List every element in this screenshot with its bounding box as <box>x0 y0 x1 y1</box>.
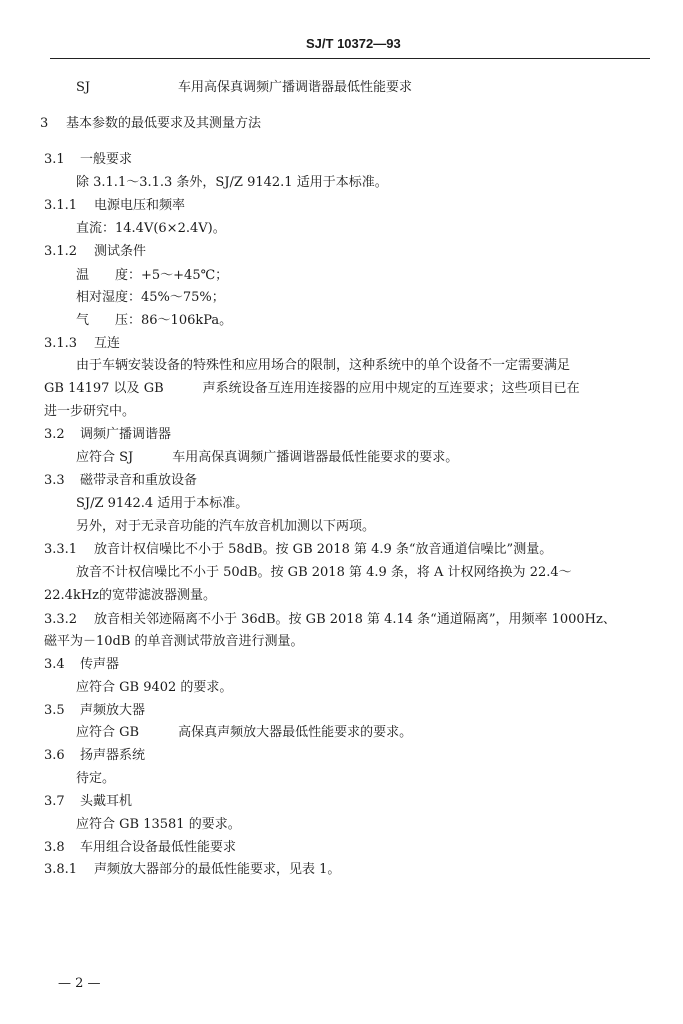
paragraph-line <box>76 496 248 512</box>
section-number: 3.4 <box>44 657 65 672</box>
paragraph-text: 放音不计权信噪比不小于 50dB。按 GB 2018 第 4.9 条，将 A 计权网络换为 22.4～ <box>76 565 572 580</box>
paragraph-text: SJ/Z 9142.4 适用于本标准。 <box>76 496 249 511</box>
section-heading <box>44 794 132 810</box>
doc-number-header: SJ/T 10372—93 <box>306 36 401 51</box>
paragraph-text: 应符合 GB 9402 的要求。 <box>76 680 233 695</box>
section-heading <box>44 840 236 856</box>
section-title: 车用组合设备最低性能要求 <box>80 840 237 855</box>
section-heading <box>44 473 197 489</box>
section-number: 3.8.1 <box>44 862 78 877</box>
paragraph-line <box>76 221 226 237</box>
section-title: 测试条件 <box>94 244 147 259</box>
paragraph-text: 应符合 SJ 车用高保真调频广播调谐器最低性能要求的要求。 <box>76 450 459 465</box>
section-number: 3.3.1 <box>44 542 78 557</box>
section-title: 互连 <box>94 336 121 351</box>
paragraph-line <box>76 450 458 466</box>
paragraph-line <box>76 817 241 833</box>
header-rule <box>50 58 650 59</box>
paragraph-text: 另外，对于无录音功能的汽车放音机加测以下两项。 <box>76 519 376 534</box>
section-number: 3.8 <box>44 840 65 855</box>
standard-title: 车用高保真调频广播调谐器最低性能要求 <box>178 80 413 95</box>
section-heading <box>44 612 616 628</box>
paragraph-line <box>76 725 412 741</box>
paragraph-line <box>44 634 304 650</box>
section-number: 3.7 <box>44 794 65 809</box>
section-title: 放音计权信噪比不小于 58dB。按 GB 2018 第 4.9 条“放音通道信噪比”测量。 <box>94 542 553 557</box>
section-title: 一般要求 <box>80 152 133 167</box>
section-title: 放音相关邻迹隔离不小于 36dB。按 GB 2018 第 4.14 条“通道隔离”，用频率 1000Hz、 <box>94 612 616 627</box>
section-number: 3 <box>40 116 49 131</box>
section-title: 磁带录音和重放设备 <box>80 473 198 488</box>
paragraph-text: 应符合 GB 高保真声频放大器最低性能要求的要求。 <box>76 725 413 740</box>
section-title: 头戴耳机 <box>80 794 133 809</box>
paragraph-text: GB 14197 以及 GB 声系统设备互连用连接器的应用中规定的互连要求；这些项目已在 <box>44 381 580 396</box>
paragraph-line <box>76 290 225 306</box>
paragraph-text: 磁平为－10dB 的单音测试带放音进行测量。 <box>44 634 304 649</box>
paragraph-line <box>44 381 580 397</box>
section-title: 声频放大器 <box>80 703 146 718</box>
section-number: 3.6 <box>44 748 65 763</box>
paragraph-text: 相对湿度：45%～75%； <box>76 290 225 305</box>
section-heading <box>44 748 145 764</box>
paragraph-line <box>76 519 375 535</box>
section-heading <box>40 116 261 132</box>
section-heading <box>44 244 146 260</box>
section-heading <box>44 542 552 558</box>
paragraph-text: 待定。 <box>76 771 116 786</box>
paragraph-line <box>44 588 216 604</box>
section-number: 3.1 <box>44 152 65 167</box>
section-heading <box>44 152 132 168</box>
paragraph-text: 应符合 GB 13581 的要求。 <box>76 817 241 832</box>
paragraph-text: 由于车辆安装设备的特殊性和应用场合的限制，这种系统中的单个设备不一定需要满足 <box>76 358 571 373</box>
paragraph-text: 除 3.1.1～3.1.3 条外，SJ/Z 9142.1 适用于本标准。 <box>76 175 388 190</box>
paragraph-text: 进一步研究中。 <box>44 404 136 419</box>
section-title: 调频广播调谐器 <box>80 427 172 442</box>
section-title: 基本参数的最低要求及其测量方法 <box>66 116 262 131</box>
section-heading <box>44 336 120 352</box>
section-heading <box>44 862 340 878</box>
standard-prefix: SJ <box>76 80 91 95</box>
paragraph-text: 气 压：86～106kPa。 <box>76 313 233 328</box>
paragraph-text: 温 度：+5～+45℃； <box>76 268 229 283</box>
paragraph-line <box>76 175 388 191</box>
section-heading <box>44 198 185 214</box>
paragraph-line <box>76 680 232 696</box>
section-title: 电源电压和频率 <box>94 198 186 213</box>
paragraph-line <box>44 404 135 420</box>
paragraph-text: 直流：14.4V(6×2.4V)。 <box>76 221 226 236</box>
section-heading <box>44 657 119 673</box>
section-number: 3.1.1 <box>44 198 78 213</box>
paragraph-line <box>76 268 228 284</box>
section-title: 扬声器系统 <box>80 748 146 763</box>
paragraph-line <box>76 313 232 329</box>
section-heading <box>44 703 145 719</box>
section-number: 3.5 <box>44 703 65 718</box>
section-title: 传声器 <box>80 657 120 672</box>
paragraph-line <box>76 358 570 374</box>
page-number: — 2 — <box>58 976 101 991</box>
section-number: 3.1.2 <box>44 244 78 259</box>
section-title: 声频放大器部分的最低性能要求，见表 1。 <box>94 862 341 877</box>
section-number: 3.3 <box>44 473 65 488</box>
paragraph-line <box>76 565 572 581</box>
section-number: 3.3.2 <box>44 612 78 627</box>
section-heading <box>44 427 171 443</box>
section-number: 3.1.3 <box>44 336 78 351</box>
paragraph-text: 22.4kHz的宽带滤波器测量。 <box>44 588 217 603</box>
section-number: 3.2 <box>44 427 65 442</box>
paragraph-line <box>76 771 115 787</box>
